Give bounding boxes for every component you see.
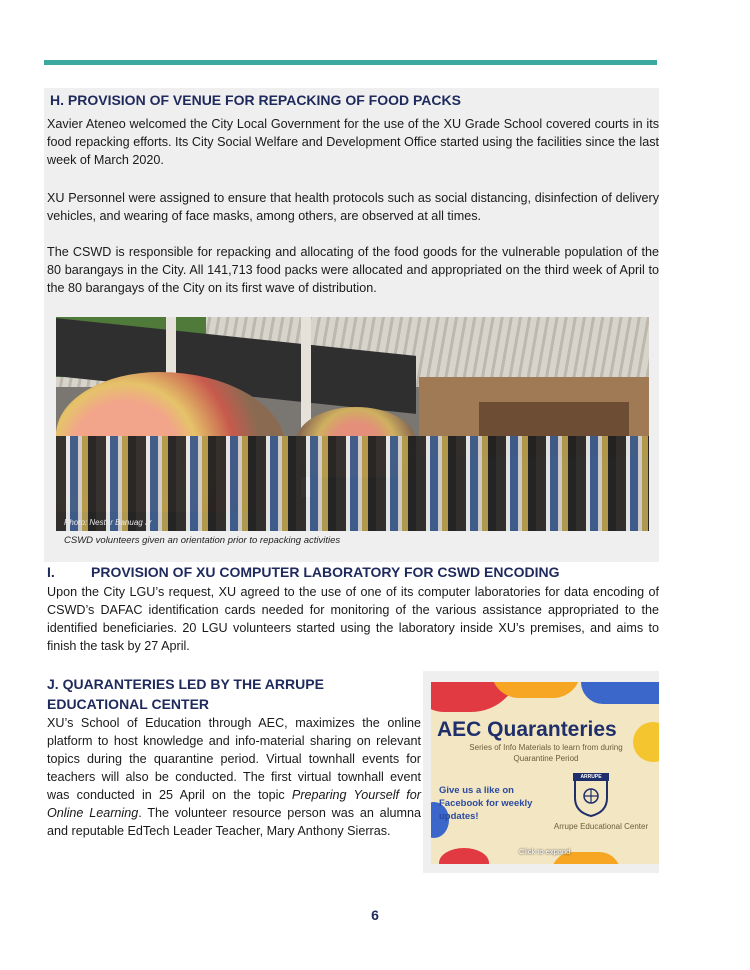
emblem-label: ARRUPE xyxy=(573,773,609,781)
promo-call-to-action: Give us a like on Facebook for weekly updates! xyxy=(439,785,533,822)
promo-subtitle: Series of Info Materials to learn from during Quarantine Period xyxy=(469,743,623,763)
section-j-title xyxy=(47,674,387,714)
decor-shape xyxy=(581,682,659,704)
repacking-venue-photo xyxy=(56,317,649,531)
promo-title: AEC Quaranteries xyxy=(437,718,617,741)
page-number: 6 xyxy=(371,907,379,923)
section-h-paragraph-1: Xavier Ateneo welcomed the City Local Government for the use of the XU Grade School covered courts in its food repacking efforts. Its City Social Welfare and Development Office started using the facilities since the last week of March 2020. xyxy=(47,117,659,167)
section-h-title: H. PROVISION OF VENUE FOR REPACKING OF FOOD PACKS xyxy=(50,92,461,108)
photo-credit: Photo: Nestor Banuag Jr xyxy=(64,518,152,527)
decor-shape xyxy=(439,848,489,864)
promo-organization: Arrupe Educational Center xyxy=(553,822,649,831)
section-i-number: I. xyxy=(47,564,55,580)
photo-volunteers xyxy=(56,436,649,531)
photo-caption: CSWD volunteers given an orientation prior to repacking activities xyxy=(64,535,341,546)
section-j-text-start: XU’s School of Education through AEC, maximizes the online platform to host knowledge and info-material sharing on relevant topics during the quarantine period. Virtual townhall events for teachers will also be conducted. The first virtual townhall event was conducted in 25 April on the topic xyxy=(47,716,421,802)
section-j-paragraph xyxy=(47,714,421,840)
section-j-title-line-1: J. QUARANTERIES LED BY THE ARRUPE xyxy=(47,676,324,692)
expand-link[interactable]: Click to expand xyxy=(519,847,571,856)
section-j-topic: Preparing Yourself for Online Learning xyxy=(47,788,421,820)
section-h-paragraph-3: The CSWD is responsible for repacking and allocating of the food goods for the vulnerable population of the 80 barangays in the City. All 141,713 food packs were allocated and appropriated on the third week of April to the 80 barangays of the City on its first wave of distribution. xyxy=(47,245,659,295)
section-i-paragraph: Upon the City LGU’s request, XU agreed to the use of one of its computer laboratories for data encoding of CSWD’s DAFAC identification cards needed for monitoring of the various assistance appropriated to the identified beneficiaries. 20 LGU volunteers started using the laboratory inside XU’s premises, and aims to finish the task by 27 April. xyxy=(47,585,659,653)
aec-quaranteries-promo-card[interactable] xyxy=(431,682,659,864)
section-h-paragraph-2: XU Personnel were assigned to ensure that health protocols such as social distancing, disinfection of delivery vehicles, and wearing of face masks, among others, are observed at all times. xyxy=(47,191,659,223)
section-j-title-line-2: EDUCATIONAL CENTER xyxy=(47,696,210,712)
section-i-title: PROVISION OF XU COMPUTER LABORATORY FOR CSWD ENCODING xyxy=(91,564,560,580)
top-divider xyxy=(44,60,657,65)
section-j-text-end: . The volunteer resource person was an alumna and reputable EdTech Leader Teacher, Mary Anthony Sierras. xyxy=(47,806,421,838)
